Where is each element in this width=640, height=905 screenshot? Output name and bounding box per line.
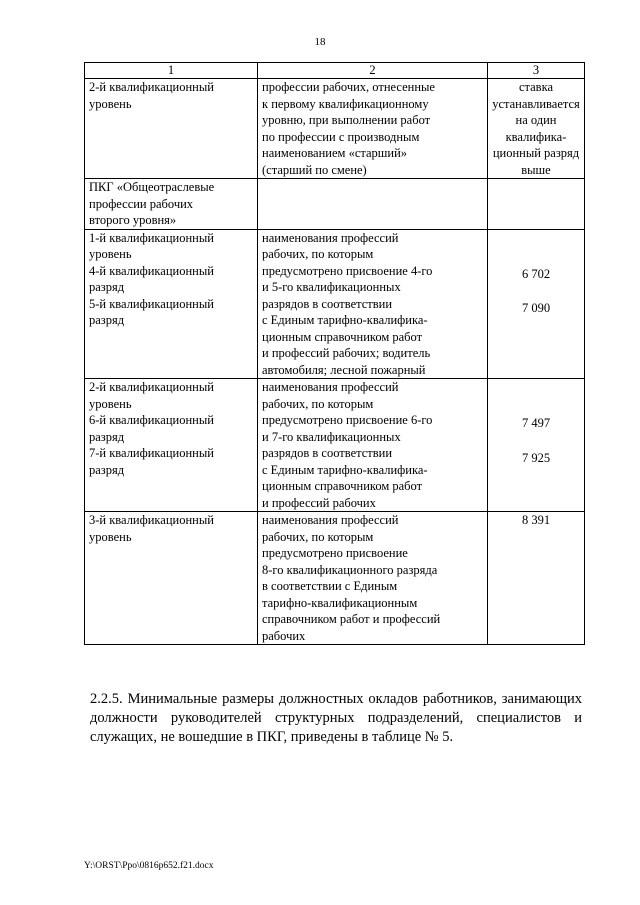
profession-cell xyxy=(258,379,488,512)
qualification-level-cell xyxy=(85,512,258,645)
cell-line: наименования профессий xyxy=(262,513,399,527)
salary-cell xyxy=(488,379,585,512)
cell-line: 6-й квалификационный xyxy=(89,413,214,427)
cell-line: предусмотрено присвоение 6-го xyxy=(262,413,433,427)
salary-cell xyxy=(488,229,585,379)
cell-line: 7-й квалификационный xyxy=(89,446,214,460)
spacer xyxy=(492,230,580,248)
cell-line: и профессий рабочих xyxy=(262,495,376,510)
cell-line: второго уровня» xyxy=(89,213,177,227)
spacer xyxy=(492,379,580,397)
cell-line: 3-й квалификационный xyxy=(89,513,214,527)
cell-line: уровень xyxy=(89,529,132,544)
cell-line: и профессий рабочих; водитель xyxy=(262,346,431,360)
cell-line: разряд xyxy=(89,280,125,294)
cell-line: квалифика- xyxy=(505,129,567,144)
salary-cell xyxy=(488,79,585,179)
cell-line: к первому квалификационному xyxy=(262,96,429,111)
cell-line: рабочих, по которым xyxy=(262,396,374,411)
cell-line: наименования профессий xyxy=(262,230,399,245)
cell-line: и 5-го квалификационных xyxy=(262,280,401,294)
column-header-3: 3 xyxy=(488,63,585,79)
cell-line: ционным справочником работ xyxy=(262,479,423,493)
cell-line: с Единым тарифно-квалифика- xyxy=(262,313,428,327)
table-header-row xyxy=(85,63,585,79)
spacer xyxy=(492,432,580,450)
cell-line: разрядов в соответствии xyxy=(262,296,393,311)
salary-cell xyxy=(488,179,585,230)
group-title-cell xyxy=(85,179,258,230)
cell-line: на один xyxy=(515,113,557,127)
body-paragraph: 2.2.5. Минимальные размеры должностных окладов работников, занимающих должности руководителей структурных подразделений, специалистов и служащих, не вошедшие в ПКГ, приведены в таблице № 5. xyxy=(90,691,582,745)
cell-line: наименования профессий xyxy=(262,380,399,394)
cell-line: уровень xyxy=(89,247,132,261)
cell-line: ционный разряд xyxy=(492,146,580,160)
salary-value: 7 497 xyxy=(521,416,551,430)
profession-cell xyxy=(258,79,488,179)
salary-value: 7 925 xyxy=(521,450,551,465)
cell-line: устанавливается xyxy=(492,96,580,111)
table-row xyxy=(85,512,585,645)
cell-line: (старший по смене) xyxy=(262,162,367,177)
cell-line: ставка xyxy=(518,80,554,94)
salary-table xyxy=(84,62,585,645)
cell-line: рабочих, по которым xyxy=(262,529,374,544)
page-number: 18 xyxy=(314,36,326,48)
cell-line: тарифно-квалификационным xyxy=(262,595,418,610)
cell-line: справочником работ и профессий xyxy=(262,612,441,626)
cell-line: и 7-го квалификационных xyxy=(262,429,401,444)
cell-line: наименованием «старший» xyxy=(262,146,408,160)
spacer xyxy=(492,397,580,415)
profession-cell xyxy=(258,512,488,645)
table-row xyxy=(85,229,585,379)
cell-line: выше xyxy=(521,162,551,177)
cell-line: предусмотрено присвоение xyxy=(262,546,408,560)
salary-cell xyxy=(488,512,585,645)
cell-line: рабочих xyxy=(262,628,306,643)
qualification-level-cell xyxy=(85,79,258,179)
cell-line: 5-й квалификационный xyxy=(89,296,214,311)
spacer xyxy=(492,282,580,300)
cell-line: профессии рабочих xyxy=(89,196,194,211)
qualification-level-cell xyxy=(85,229,258,379)
table-row xyxy=(85,379,585,512)
cell-line: разрядов в соответствии xyxy=(262,446,393,460)
cell-line: ционным справочником работ xyxy=(262,329,423,344)
spacer xyxy=(492,248,580,266)
column-header-1: 1 xyxy=(85,63,258,79)
table-row xyxy=(85,79,585,179)
cell-line: уровень xyxy=(89,96,132,111)
salary-value: 6 702 xyxy=(521,266,551,281)
cell-line: профессии рабочих, отнесенные xyxy=(262,80,435,94)
cell-line: 4-й квалификационный xyxy=(89,263,214,278)
cell-line: 1-й квалификационный xyxy=(89,230,214,245)
cell-line: ПКГ «Общеотраслевые xyxy=(89,180,215,194)
file-path-footer: Y:\ORST\Ppo\0816p652.f21.docx xyxy=(84,861,214,871)
profession-cell xyxy=(258,229,488,379)
cell-line: с Единым тарифно-квалифика- xyxy=(262,462,428,477)
qualification-level-cell xyxy=(85,379,258,512)
column-header-2: 2 xyxy=(258,63,488,79)
table-row xyxy=(85,179,585,230)
cell-line: разряд xyxy=(89,313,125,327)
cell-line: рабочих, по которым xyxy=(262,247,374,261)
cell-line: разряд xyxy=(89,429,125,444)
cell-line: разряд xyxy=(89,462,125,477)
profession-cell xyxy=(258,179,488,230)
cell-line: 8-го квалификационного разряда xyxy=(262,562,438,577)
salary-value: 8 391 xyxy=(521,513,551,527)
cell-line: 2-й квалификационный xyxy=(89,380,214,394)
cell-line: в соответствии с Единым xyxy=(262,579,398,593)
cell-line: уровню, при выполнении работ xyxy=(262,113,431,127)
cell-line: автомобиля; лесной пожарный xyxy=(262,362,426,377)
cell-line: уровень xyxy=(89,396,132,411)
cell-line: предусмотрено присвоение 4-го xyxy=(262,263,433,278)
cell-line: по профессии с производным xyxy=(262,129,420,144)
cell-line: 2-й квалификационный xyxy=(89,80,214,94)
salary-value: 7 090 xyxy=(521,301,551,315)
